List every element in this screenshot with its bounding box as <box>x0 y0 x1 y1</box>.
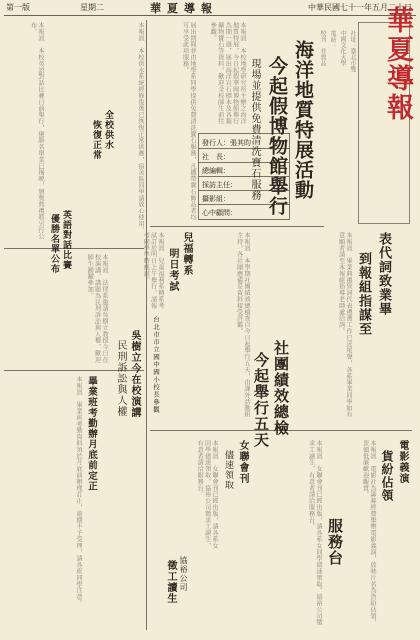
left-article-text: 本報訊 本校供水系統經修復後已恢復正常供應，宿舍區同學請放心使用。 <box>137 22 144 234</box>
talk-headline-2: 民刑訴訟與人權 <box>115 340 126 417</box>
main-headline-2: 今起假博物館舉行 <box>266 56 288 216</box>
directory-row: 採訪主任： <box>202 181 237 189</box>
directory-row: 心中顧問： <box>202 209 237 217</box>
grad-activity-text: 本報訊 畢業班考勤資料須於月底前辦理訂正，逾期不予受理，請各班同學注意。 <box>75 376 82 607</box>
water-headline-2: 恢復正常 <box>91 120 101 160</box>
women-headline: 女聯會刊 <box>237 440 248 484</box>
directory-row: 攝影組： <box>202 195 230 203</box>
issue-date: 中華民國七十一年五月二十日 <box>308 3 412 12</box>
kids-article-text: 本報訊 兒童福利系轉系考試訂於明日上午舉行，請報考同學準時應試。 <box>142 232 164 309</box>
club-headline-1: 社團績效總檢 <box>272 340 290 436</box>
directory-row: 社 長： <box>202 153 230 161</box>
main-article-text-2: 展出期間並由地學系同學提供免費清洗寶石服務，凡攜帶寶石飾品者均可享受此項服務。 <box>181 22 196 221</box>
issue-day: 星期二 <box>80 3 104 12</box>
strip-paper-name: 華夏導報 <box>150 2 218 15</box>
main-headline-1: 海洋地質特展活動 <box>292 40 314 200</box>
publisher-info: 社址：臺北市雙 <box>349 30 356 72</box>
grad-activity-headline: 畢業班考勤辦月底前定正 <box>86 376 97 492</box>
club-article-text: 本報訊 本學期社團績效總檢查自今日起舉行五天，由課外活動組主持，各社團應備妥資料接受評鑑。 <box>235 232 250 418</box>
directory-row: 總編輯： <box>202 167 230 175</box>
dept-visit-line: 台北市市立國中國小校長參觀 <box>152 316 160 414</box>
grad-article-text: 本報訊 畢業典禮致詞代表遴選工作已近尾聲，各系畢業同學如有意願者請至本報組指導老師處洽詢。 <box>337 232 352 418</box>
hire-headline: 徵工讀生 <box>165 560 176 604</box>
paper-logo: 華夏導報 <box>382 6 413 122</box>
directory-row: 發行人：張其昀 <box>202 139 251 147</box>
quick-headline: 儘速領取 <box>223 450 233 490</box>
water-headline-1: 全校供水 <box>103 110 113 150</box>
top-strip <box>0 0 420 15</box>
misc-article-text: 本報訊 女聯會刊已經出版，請各系女同學儘速領取。協裕公司徵求工讀生，有意者請洽服務台。 <box>196 440 218 549</box>
women-article-text: 本報訊 女聯會刊已經出版，請各系女同學儘速領取。協裕公司徵求工讀生，有意者請洽服務台。 <box>307 440 322 626</box>
english-headline-2: 優勝名單公布 <box>49 214 59 274</box>
phone-info: 電話： <box>329 30 336 48</box>
english-headline-1: 英語對話比賽 <box>61 210 71 270</box>
company-name: 協裕公司 <box>179 556 188 592</box>
grad-headline-1: 表代詞致業畢 <box>376 232 391 316</box>
page-number: 第一版 <box>6 3 30 12</box>
office-info: 中國文化大學 <box>339 30 346 66</box>
kids-headline-2: 明日考試 <box>167 248 178 292</box>
film-article-text: 本報訊 電影社為籌募經費舉辦電影義演，放映片名為貨紛佔領，票價低廉歡迎觀賞。 <box>361 440 376 626</box>
talk-article-text: 本報訊 法律系邀請吳樹立教授今日在校演講，講題為民刑訴訟與人權，歡迎師生踴躍參加。 <box>86 254 108 363</box>
main-subheadline: 現場並提供免費清洗寶石服務 <box>249 58 260 201</box>
main-article-text: 本報訊 本校地學研究所主辦之海洋地質特展，今日起假華岡博物館舉行為期一週，展出海洋岩石標本及各類礦物寶石等資料，歡迎全校師生前往參觀。 <box>209 22 246 125</box>
kids-headline-1: 兒福轉系 <box>181 232 192 276</box>
english-article-text: 本報訊 本校英語對話比賽日前舉行，優勝名單業已揭曉，頒獎典禮將另行公布。 <box>29 22 44 240</box>
club-headline-2: 今起舉行五天 <box>252 352 270 448</box>
film-headline-2: 貨紛佔領 <box>380 450 394 502</box>
subscription-info: 校刊 非賣品 <box>319 30 326 66</box>
top-rule <box>4 15 416 16</box>
service-headline: 服務台 <box>326 518 344 566</box>
grad-headline-2: 到報組指謀至 <box>356 252 371 336</box>
talk-headline-1: 吳樹立今在校演講 <box>129 330 140 418</box>
film-headline-1: 電影義演 <box>397 440 408 484</box>
